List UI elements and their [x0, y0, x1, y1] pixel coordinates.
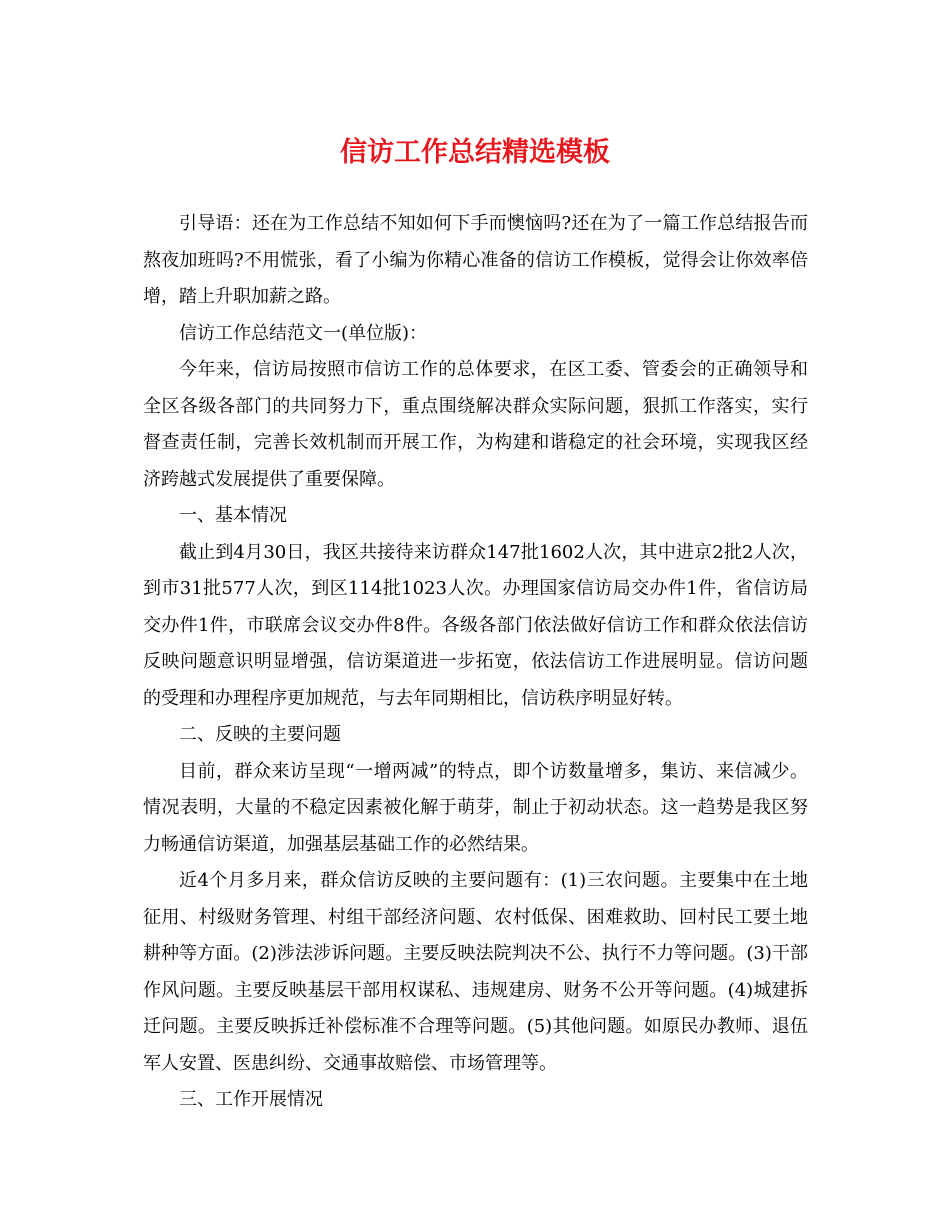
basic-situation-paragraph: 截止到4月30日，我区共接待来访群众147批1602人次，其中进京2批2人次，到市31批577人次，到区114批1023人次。办理国家信访局交办件1件，省信访局交办件1件，市联席会议交办件8件。各级各部门依法做好信访工作和群众依法信访反映问题意识明显增强，信访渠道进一步拓宽，依法信访工作进展明显。信访问题的受理和办理程序更加规范，与去年同期相比，信访秩序明显好转。: [143, 541, 808, 709]
document-title: 信访工作总结精选模板: [340, 137, 610, 168]
overview-paragraph: 今年来，信访局按照市信访工作的总体要求，在区工委、管委会的正确领导和全区各级各部门的共同努力下，重点围绕解决群众实际问题，狠抓工作落实，实行督查责任制，完善长效机制而开展工作，为构建和谐稳定的社会环境，实现我区经济跨越式发展提供了重要保障。: [143, 359, 808, 490]
document-body: [143, 206, 808, 1119]
sample-heading: 信访工作总结范文一(单位版)：: [179, 322, 428, 344]
section-heading-problems: 二、反映的主要问题: [179, 724, 341, 745]
intro-paragraph: 引导语：还在为工作总结不知如何下手而懊恼吗?还在为了一篇工作总结报告而熬夜加班吗?不用慌张，看了小编为你精心准备的信访工作模板，觉得会让你效率倍增，踏上升职加薪之路。: [143, 213, 808, 307]
problems-list-paragraph: 近4个月多月来，群众信访反映的主要问题有：(1)三农问题。主要集中在土地征用、村级财务管理、村组干部经济问题、农村低保、困难救助、回村民工要土地耕种等方面。(2)涉法涉诉问题。主要反映法院判决不公、执行不力等问题。(3)干部作风问题。主要反映基层干部用权谋私、违规建房、财务不公开等问题。(4)城建拆迁问题。主要反映拆迁补偿标准不合理等问题。(5)其他问题。如原民办教师、退伍军人安置、医患纠纷、交通事故赔偿、市场管理等。: [143, 870, 808, 1074]
section-heading-basic: 一、基本情况: [179, 505, 287, 526]
section-heading-work: 三、工作开展情况: [179, 1089, 323, 1110]
problems-trend-paragraph: 目前，群众来访呈现“一增两减”的特点，即个访数量增多，集访、来信减少。情况表明，大量的不稳定因素被化解于萌芽，制止于初动状态。这一趋势是我区努力畅通信访渠道，加强基层基础工作的必然结果。: [143, 760, 808, 855]
